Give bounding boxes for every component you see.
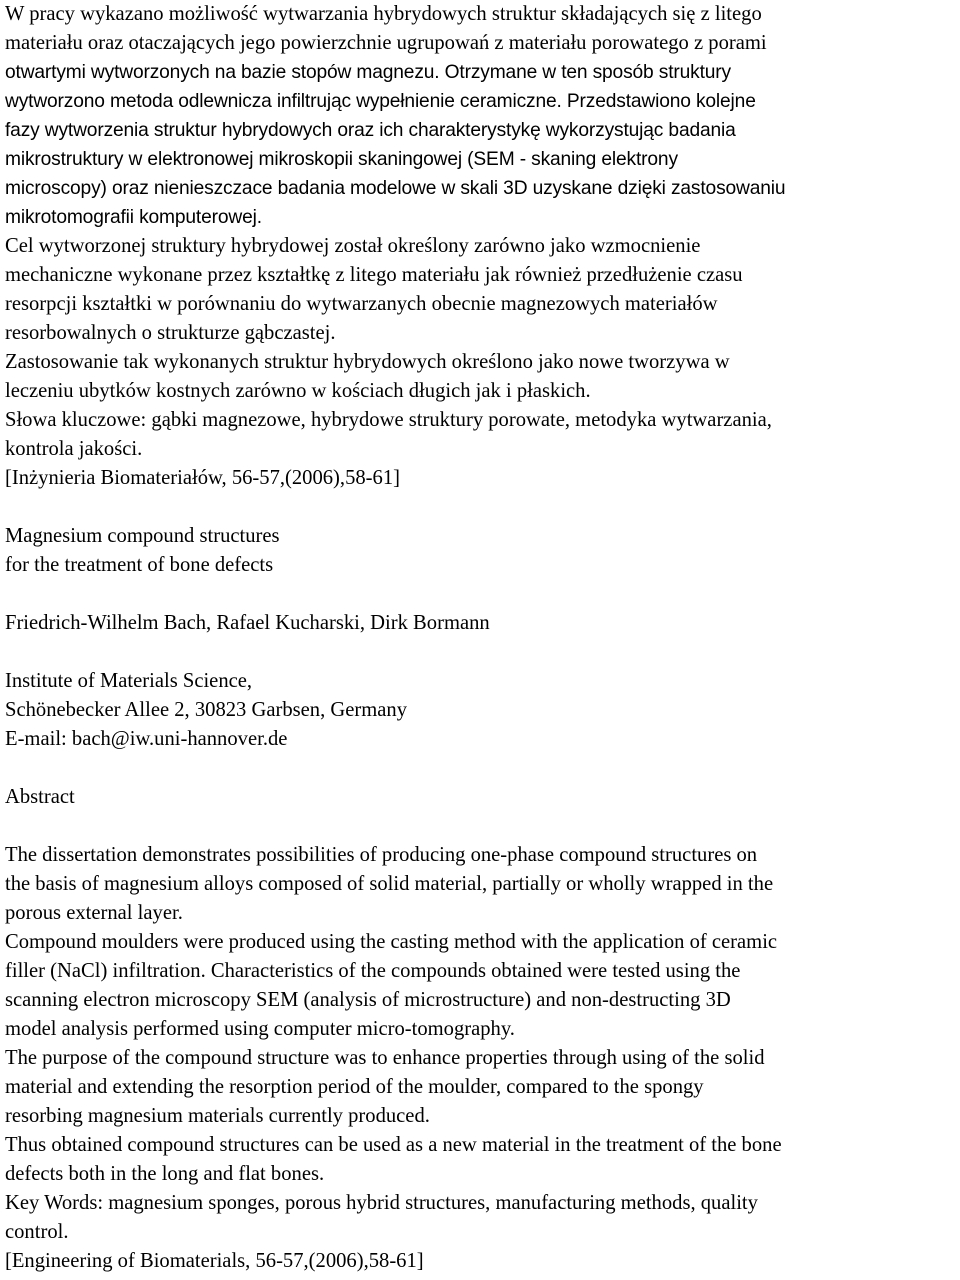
title-line: for the treatment of bone defects bbox=[5, 554, 274, 576]
spacer bbox=[5, 812, 957, 841]
text-line bbox=[5, 58, 957, 87]
english-paragraph-1 bbox=[5, 841, 957, 928]
polish-paragraph-1 bbox=[5, 0, 957, 232]
polish-keywords bbox=[5, 406, 957, 464]
text-line: filler (NaCl) infiltration. Characteristics of the compounds obtained were tested using the bbox=[5, 960, 741, 982]
contact-email: E-mail: bach@iw.uni-hannover.de bbox=[5, 728, 288, 750]
document-page bbox=[5, 0, 957, 1276]
text-line: microscopy) oraz nienieszczace badania modelowe w skali 3D uzyskane dzięki zastosowaniu bbox=[5, 178, 786, 199]
text-line: resorbowalnych o strukturze gąbczastej. bbox=[5, 322, 336, 344]
abstract-heading: Abstract bbox=[5, 786, 75, 808]
title-line: Magnesium compound structures bbox=[5, 525, 280, 547]
spacer bbox=[5, 754, 957, 783]
spacer bbox=[5, 638, 957, 667]
affiliation-line: Institute of Materials Science, bbox=[5, 670, 253, 692]
text-line: resorpcji kształtki w porównaniu do wytwarzanych obecnie magnezowych materiałów bbox=[5, 293, 718, 315]
text-line: the basis of magnesium alloys composed of solid material, partially or wholly wrapped in the bbox=[5, 873, 774, 895]
text-line: The dissertation demonstrates possibilities of producing one-phase compound structures on bbox=[5, 844, 758, 866]
text-line: resorbing magnesium materials currently produced. bbox=[5, 1105, 430, 1127]
text-line: kontrola jakości. bbox=[5, 438, 143, 460]
text-line: The purpose of the compound structure was to enhance properties through using of the solid bbox=[5, 1047, 765, 1069]
english-keywords bbox=[5, 1189, 957, 1247]
spacer bbox=[5, 493, 957, 522]
text-line: material and extending the resorption period of the moulder, compared to the spongy bbox=[5, 1076, 704, 1098]
paper-affiliation bbox=[5, 667, 957, 754]
text-line: Zastosowanie tak wykonanych struktur hybrydowych określono jako nowe tworzywa w bbox=[5, 351, 730, 373]
text-line: model analysis performed using computer micro-tomography. bbox=[5, 1018, 515, 1040]
polish-citation: [Inżynieria Biomateriałów, 56-57,(2006),58-61] bbox=[5, 467, 400, 489]
text-line: Cel wytworzonej struktury hybrydowej został określony zarówno jako wzmocnienie bbox=[5, 235, 701, 257]
spacer bbox=[5, 580, 957, 609]
text-line: defects both in the long and flat bones. bbox=[5, 1163, 325, 1185]
text-line: materiału oraz otaczających jego powierzchnie ugrupowań z materiału porowatego z porami bbox=[5, 32, 767, 54]
text-line: W pracy wykazano możliwość wytwarzania hybrydowych struktur składających się z litego bbox=[5, 3, 762, 25]
english-paragraph-2 bbox=[5, 928, 957, 1044]
text-line: Key Words: magnesium sponges, porous hybrid structures, manufacturing methods, quality bbox=[5, 1192, 758, 1214]
text-line: mechaniczne wykonane przez kształtkę z litego materiału jak również przedłużenie czasu bbox=[5, 264, 743, 286]
text-segment: otwartymi wytworzonych na bazie stopów magnezu. Otrzymane w ten sposób struktury bbox=[5, 62, 731, 83]
text-line: Compound moulders were produced using the casting method with the application of ceramic bbox=[5, 931, 778, 953]
text-line: mikrostruktury w elektronowej mikroskopii skaningowej (SEM - skaning elektrony bbox=[5, 149, 678, 170]
text-line: Słowa kluczowe: gąbki magnezowe, hybrydowe struktury porowate, metodyka wytwarzania, bbox=[5, 409, 772, 431]
text-line: porous external layer. bbox=[5, 902, 183, 924]
text-line: leczeniu ubytków kostnych zarówno w kościach długich jak i płaskich. bbox=[5, 380, 591, 402]
text-line: fazy wytworzenia struktur hybrydowych oraz ich charakterystykę wykorzystując badania bbox=[5, 120, 736, 141]
text-line: wytworzono metoda odlewnicza infiltrując wypełnienie ceramiczne. Przedstawiono kolejne bbox=[5, 91, 756, 112]
text-line: control. bbox=[5, 1221, 69, 1243]
text-line: Thus obtained compound structures can be used as a new material in the treatment of the bone bbox=[5, 1134, 782, 1156]
english-citation: [Engineering of Biomaterials, 56-57,(2006),58-61] bbox=[5, 1250, 424, 1272]
text-line: mikrotomografii komputerowej. bbox=[5, 207, 262, 228]
affiliation-line: Schönebecker Allee 2, 30823 Garbsen, Germany bbox=[5, 699, 408, 721]
english-paragraph-3 bbox=[5, 1044, 957, 1131]
paper-title bbox=[5, 522, 957, 580]
text-line: scanning electron microscopy SEM (analysis of microstructure) and non-destructing 3D bbox=[5, 989, 731, 1011]
paper-authors: Friedrich-Wilhelm Bach, Rafael Kucharski, Dirk Bormann bbox=[5, 612, 490, 634]
polish-paragraph-2 bbox=[5, 232, 957, 348]
english-paragraph-4 bbox=[5, 1131, 957, 1189]
polish-paragraph-3 bbox=[5, 348, 957, 406]
